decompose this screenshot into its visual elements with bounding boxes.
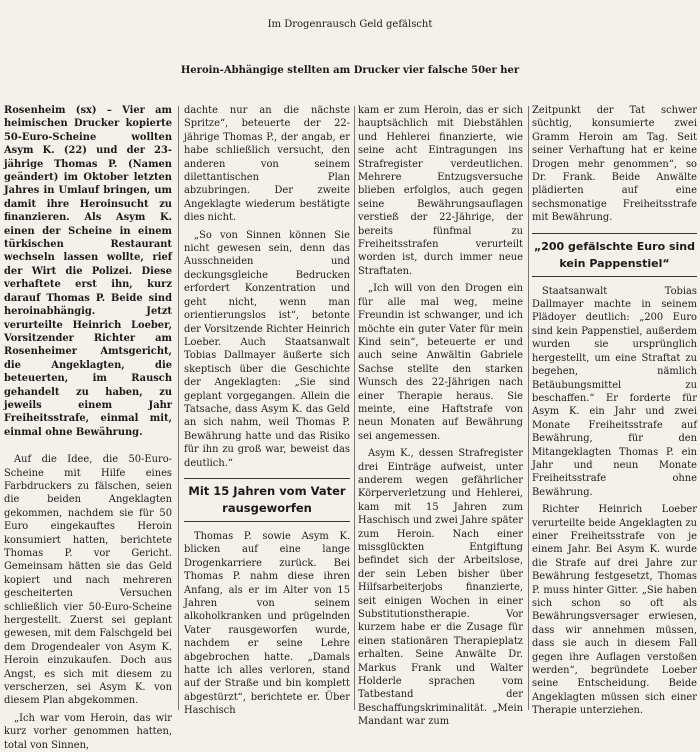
article-column-4 <box>532 104 697 717</box>
column-rule-3 <box>528 106 529 710</box>
paragraph: Asym K., dessen Strafregister drei Einträge aufweist, unter anderem wegen gefährlicher Körperverletzung und Hehlerei, kam mit 15 Jahren zum Haschisch und zwei Jahre später zum Heroin. Nach einer missglückten Entgiftung befindet sich der Arbeitslose, der sein Leben bisher über Hilfsarbeiterjobs finanzierte, seit einigen Wochen in einer Substitutionstherapie. Vor kurzem habe er die Zusage für einen stationären Therapieplatz erhalten. Seine Anwälte Dr. Markus Frank und Walter Holderle sprachen vom Tatbestand der Beschaffungskriminalität. „Mein Mandant war zum <box>358 448 523 728</box>
article-column-1 <box>4 104 172 751</box>
article-headline: Im Drogenrausch Geld gefälscht <box>267 19 433 30</box>
paragraph: „Ich war vom Heroin, das wir kurz vorher genommen hatten, total von Sinnen, <box>4 712 172 751</box>
paragraph: Auf die Idee, die 50-Euro-Scheine mit Hilfe eines Farbdruckers zu fälschen, seien die beiden Angeklagten gekommen, nachdem sie für 50 Euro eingekauftes Heroin konsumiert hatten, berichtete Thomas P. vor Gericht. Gemeinsam hätten sie das Geld kopiert und nach mehreren gescheiterten Versuchen schließlich vier 50-Euro-Scheine hergestellt. Zuerst sei geplant gewesen, mit dem Falschgeld bei dem Drogendealer von Asym K. Heroin einzukaufen. Doch aus Angst, es sich mit diesem zu verscherzen, sei Asym K. von diesem Plan abgekommen. <box>4 454 172 707</box>
article-column-2 <box>184 104 350 717</box>
paragraph: „So von Sinnen können Sie nicht gewesen sein, denn das Ausschneiden und deckungsgleiche Bedrucken erfordert Konzentration und geht nicht, wenn man orientierungslos ist“, betonte der Vorsitzende Richter Heinrich Loeber. Auch Staatsanwalt Tobias Dallmayer äußerte sich skeptisch über die Geschichte der Angeklagten: „Sie sind geplant vorgegangen. Allein die Tatsache, dass Asym K. das Geld an sich nahm, weil Thomas P. Bewährung hatte und das Risiko für ihn zu groß war, beweist das deutlich.“ <box>184 229 350 469</box>
article-subheadline: Heroin-Abhängige stellten am Drucker vier falsche 50er her <box>180 65 520 76</box>
paragraph: Thomas P. sowie Asym K. blicken auf eine lange Drogenkarriere zurück. Bei Thomas P. nahm diese ihren Anfang, als er im Alter von 15 Jahren von seinem alkoholkranken und prügelnden Vater rausgeworfen wurde, nachdem er seine Lehre abgebrochen hatte. „Damals hatte ich alles verloren, stand auf der Straße und bin komplett abgestürzt“, berichtete er. Über Haschisch <box>184 530 350 717</box>
paragraph: dachte nur an die nächste Spritze“, beteuerte der 22-jährige Thomas P., der angab, er habe schließlich versucht, den anderen von seinem dilettantischen Plan abzubringen. Der zweite Angeklagte wiederum bestätigte dies nicht. <box>184 105 350 224</box>
section-subheading: „200 gefälschte Euro sind kein Pappenstiel“ <box>532 233 697 277</box>
paragraph: „Ich will von den Drogen ein für alle mal weg, meine Freundin ist schwanger, und ich möchte ein guter Vater für mein Kind sein“, beteuerte er und auch seine Anwältin Gabriele Sachse stellte den starken Wunsch des 22-Jährigen nach einer Therapie heraus. Sie meinte, eine Haftstrafe von neun Monaten auf Bewährung sei angemessen. <box>358 283 523 442</box>
article-lead: Rosenheim (sx) – Vier am heimischen Drucker kopierte 50-Euro-Scheine wollten Asym K. (22) und der 23-jährige Thomas P. (Namen geändert) im Oktober letzten Jahres in Umlauf bringen, um damit ihre Heroinsucht zu finanzieren. Als Asym K. einen der Scheine in einem türkischen Restaurant wechseln lassen wollte, rief der Wirt die Polizei. Diese verhaftete erst ihn, kurz darauf Thomas P. Beide sind heroinabhängig. Jetzt verurteilte Heinrich Loeber, Vorsitzender Richter am Rosenheimer Amtsgericht, die Angeklagten, die beteuerten, im Rausch gehandelt zu haben, zu jeweils einem Jahr Freiheitsstrafe, einmal mit, einmal ohne Bewährung. <box>4 105 172 438</box>
paragraph: Richter Heinrich Loeber verurteilte beide Angeklagten zu einer Freiheitsstrafe von je einem Jahr. Bei Asym K. wurde die Strafe auf drei Jahre zur Bewährung festgesetzt, Thomas P. muss hinter Gitter. „Sie haben sich schon so oft als Bewährungsversager erwiesen, dass wir annehmen müssen, dass sie auch in diesem Fall gegen ihre Auflagen verstoßen werden“, begründete Loeber seine Entscheidung. Beide Angeklagten müssen sich einer Therapie unterziehen. <box>532 504 697 717</box>
article-column-3 <box>358 104 523 728</box>
column-rule-2 <box>354 106 355 710</box>
column-rule-1 <box>178 106 179 710</box>
paragraph: Zeitpunkt der Tat schwer süchtig, konsumierte zwei Gramm Heroin am Tag. Seit seiner Verhaftung hat er keine Drogen mehr genommen“, so Dr. Frank. Beide Anwälte plädierten auf eine sechsmonatige Freiheitsstrafe mit Bewährung. <box>532 105 697 224</box>
paragraph: Staatsanwalt Tobias Dallmayer machte in seinem Plädoyer deutlich: „200 Euro sind kein Pappenstiel, außerdem wurden sie ursprünglich hergestellt, um eine Straftat zu begehen, nämlich Betäubungsmittel zu beschaffen.“ Er forderte für Asym K. ein Jahr und zwei Monate Freiheitsstrafe auf Bewährung, für den Mitangeklagten Thomas P. ein Jahr und neun Monate Freiheitsstrafe ohne Bewährung. <box>532 285 697 498</box>
paragraph: kam er zum Heroin, das er sich hauptsächlich mit Diebstählen und Hehlerei finanzierte, wie seine acht Eintragungen ins Strafregister verdeutlichen. Mehrere Entzugsversuche blieben erfolglos, auch gegen seine Bewährungsauflagen verstieß der 22-Jährige, der bereits fünfmal zu Freiheitsstrafen verurteilt worden ist, durch immer neue Straftaten. <box>358 105 523 277</box>
section-subheading: Mit 15 Jahren vom Vater rausgeworfen <box>184 478 350 522</box>
